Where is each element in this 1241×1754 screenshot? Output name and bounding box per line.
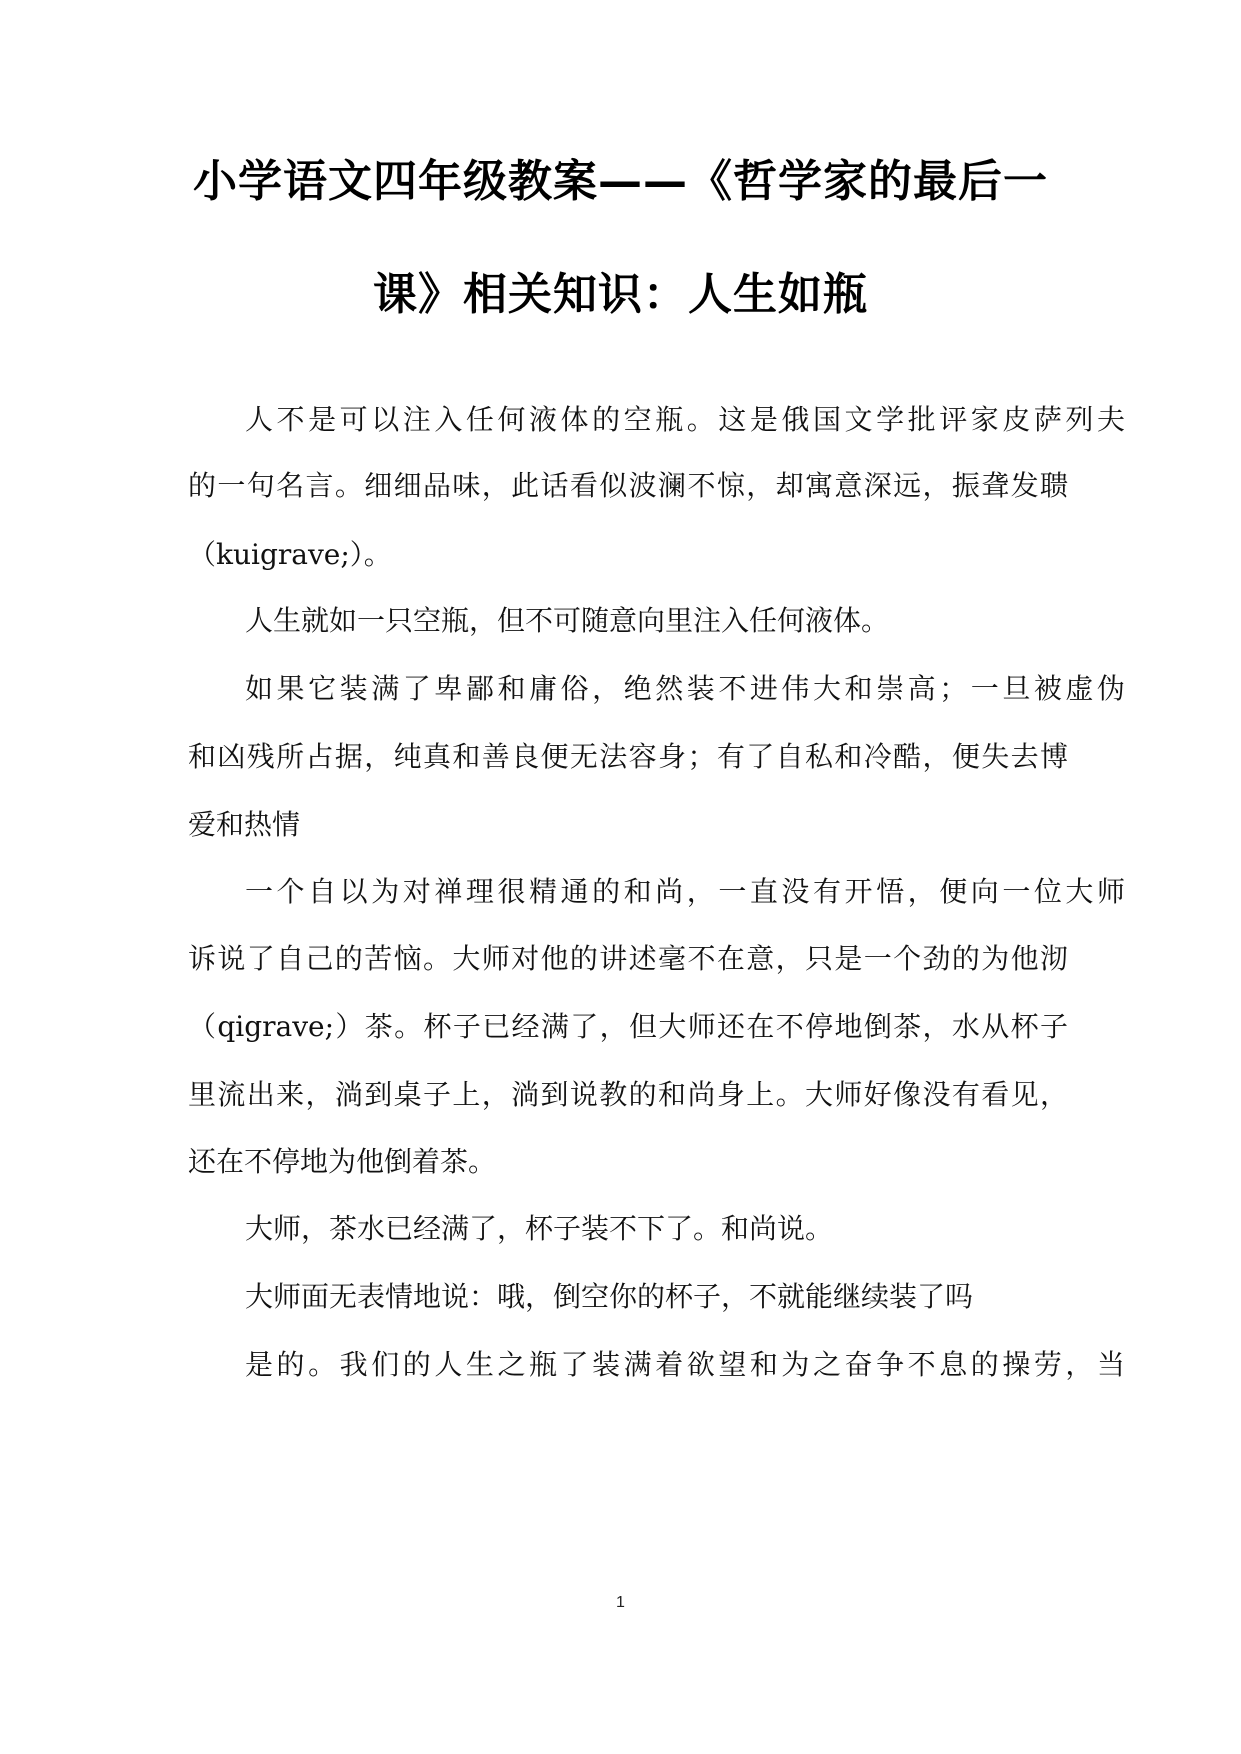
paragraph-2-line-1: 人生就如一只空瓶，但不可随意向里注入任何液体。	[245, 604, 890, 637]
paragraph-3-line-3: 爱和热情	[188, 808, 301, 841]
paragraph-4-line-4: 里流出来，淌到桌子上，淌到说教的和尚身上。大师好像没有看见，	[188, 1078, 1068, 1111]
page-number: 1	[616, 1594, 625, 1611]
paragraph-6-line-1: 大师面无表情地说：哦，倒空你的杯子，不就能继续装了吗	[245, 1280, 974, 1313]
paragraph-3-line-1: 如果它装满了卑鄙和庸俗，绝然装不进伟大和崇高；一旦被虚伪	[245, 672, 1125, 705]
paragraph-5-line-1: 大师，茶水已经满了，杯子装不下了。和尚说。	[245, 1212, 834, 1245]
paragraph-7-line-1: 是的。我们的人生之瓶了装满着欲望和为之奋争不息的操劳，当	[245, 1348, 1125, 1381]
document-title-line-2: 课》相关知识：人生如瓶	[373, 269, 868, 320]
paragraph-3-line-2: 和凶残所占据，纯真和善良便无法容身；有了自私和冷酷，便失去博	[188, 740, 1068, 773]
paragraph-1-line-2: 的一句名言。细细品味，此话看似波澜不惊，却寓意深远，振聋发聩	[188, 469, 1068, 502]
document-title-line-1: 小学语文四年级教案——《哲学家的最后一	[193, 156, 1048, 207]
paragraph-4-line-3: （qigrave;）茶。杯子已经满了，但大师还在不停地倒茶，水从杯子	[188, 1010, 1068, 1043]
paragraph-1-line-3: （kuigrave;）。	[188, 538, 392, 571]
paragraph-1-line-1: 人不是可以注入任何液体的空瓶。这是俄国文学批评家皮萨列夫	[245, 403, 1125, 436]
paragraph-4-line-1: 一个自以为对禅理很精通的和尚，一直没有开悟，便向一位大师	[245, 875, 1125, 908]
paragraph-4-line-2: 诉说了自己的苦恼。大师对他的讲述毫不在意，只是一个劲的为他沏	[188, 942, 1068, 975]
paragraph-4-line-5: 还在不停地为他倒着茶。	[188, 1145, 497, 1178]
